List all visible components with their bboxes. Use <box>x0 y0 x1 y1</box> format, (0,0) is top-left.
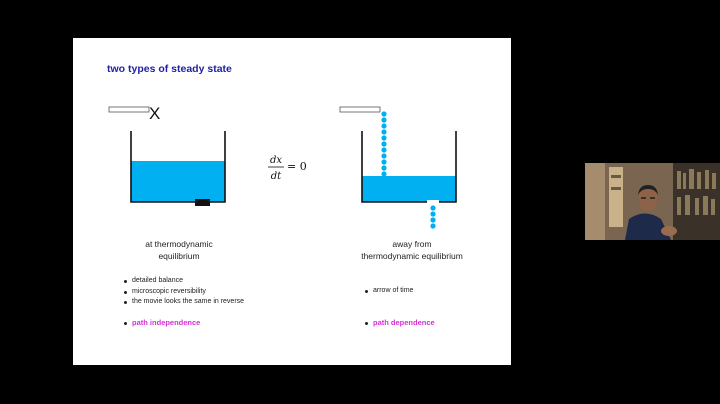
path-independence-label: path independence <box>122 318 200 327</box>
bullet-item: the movie looks the same in reverse <box>122 297 302 308</box>
outflow-drops <box>430 205 435 228</box>
bullet-item: detailed balance <box>122 276 302 287</box>
equilibrium-caption-line1: at thermodynamic <box>145 239 213 249</box>
open-drain <box>427 200 439 204</box>
slide-title: two types of steady state <box>107 63 232 75</box>
equilibrium-tank <box>109 104 225 206</box>
equilibrium-caption <box>127 238 231 262</box>
equation-rhs: = 0 <box>287 160 307 173</box>
equilibrium-bullets <box>122 276 302 308</box>
bullet-item: microscopic reversibility <box>122 287 302 298</box>
bullet-item: arrow of time <box>363 286 483 297</box>
closed-inlet-pipe <box>109 107 149 112</box>
presenter-webcam <box>585 163 720 240</box>
steady-state-equation <box>268 155 307 182</box>
equation-denominator: dt <box>270 171 282 182</box>
nonequilibrium-tank <box>340 107 456 229</box>
equilibrium-caption-line2: equilibrium <box>158 251 200 261</box>
equation-numerator: dx <box>269 155 283 166</box>
inflow-drops <box>381 111 386 176</box>
presentation-slide <box>73 38 511 365</box>
open-inlet-pipe <box>340 107 380 112</box>
nonequilibrium-bullets <box>363 286 483 297</box>
presenter-video-icon <box>585 163 720 240</box>
nonequilibrium-water <box>363 176 456 202</box>
nonequilibrium-caption-line1: away from <box>392 239 432 249</box>
path-dependence-label: path dependence <box>363 318 435 327</box>
equilibrium-water <box>132 161 225 202</box>
steady-state-diagram <box>73 38 511 365</box>
closed-valve-mark: X <box>149 104 161 123</box>
nonequilibrium-caption-line2: thermodynamic equilibrium <box>361 251 463 261</box>
closed-drain-plug <box>195 199 210 206</box>
nonequilibrium-caption <box>343 238 481 262</box>
